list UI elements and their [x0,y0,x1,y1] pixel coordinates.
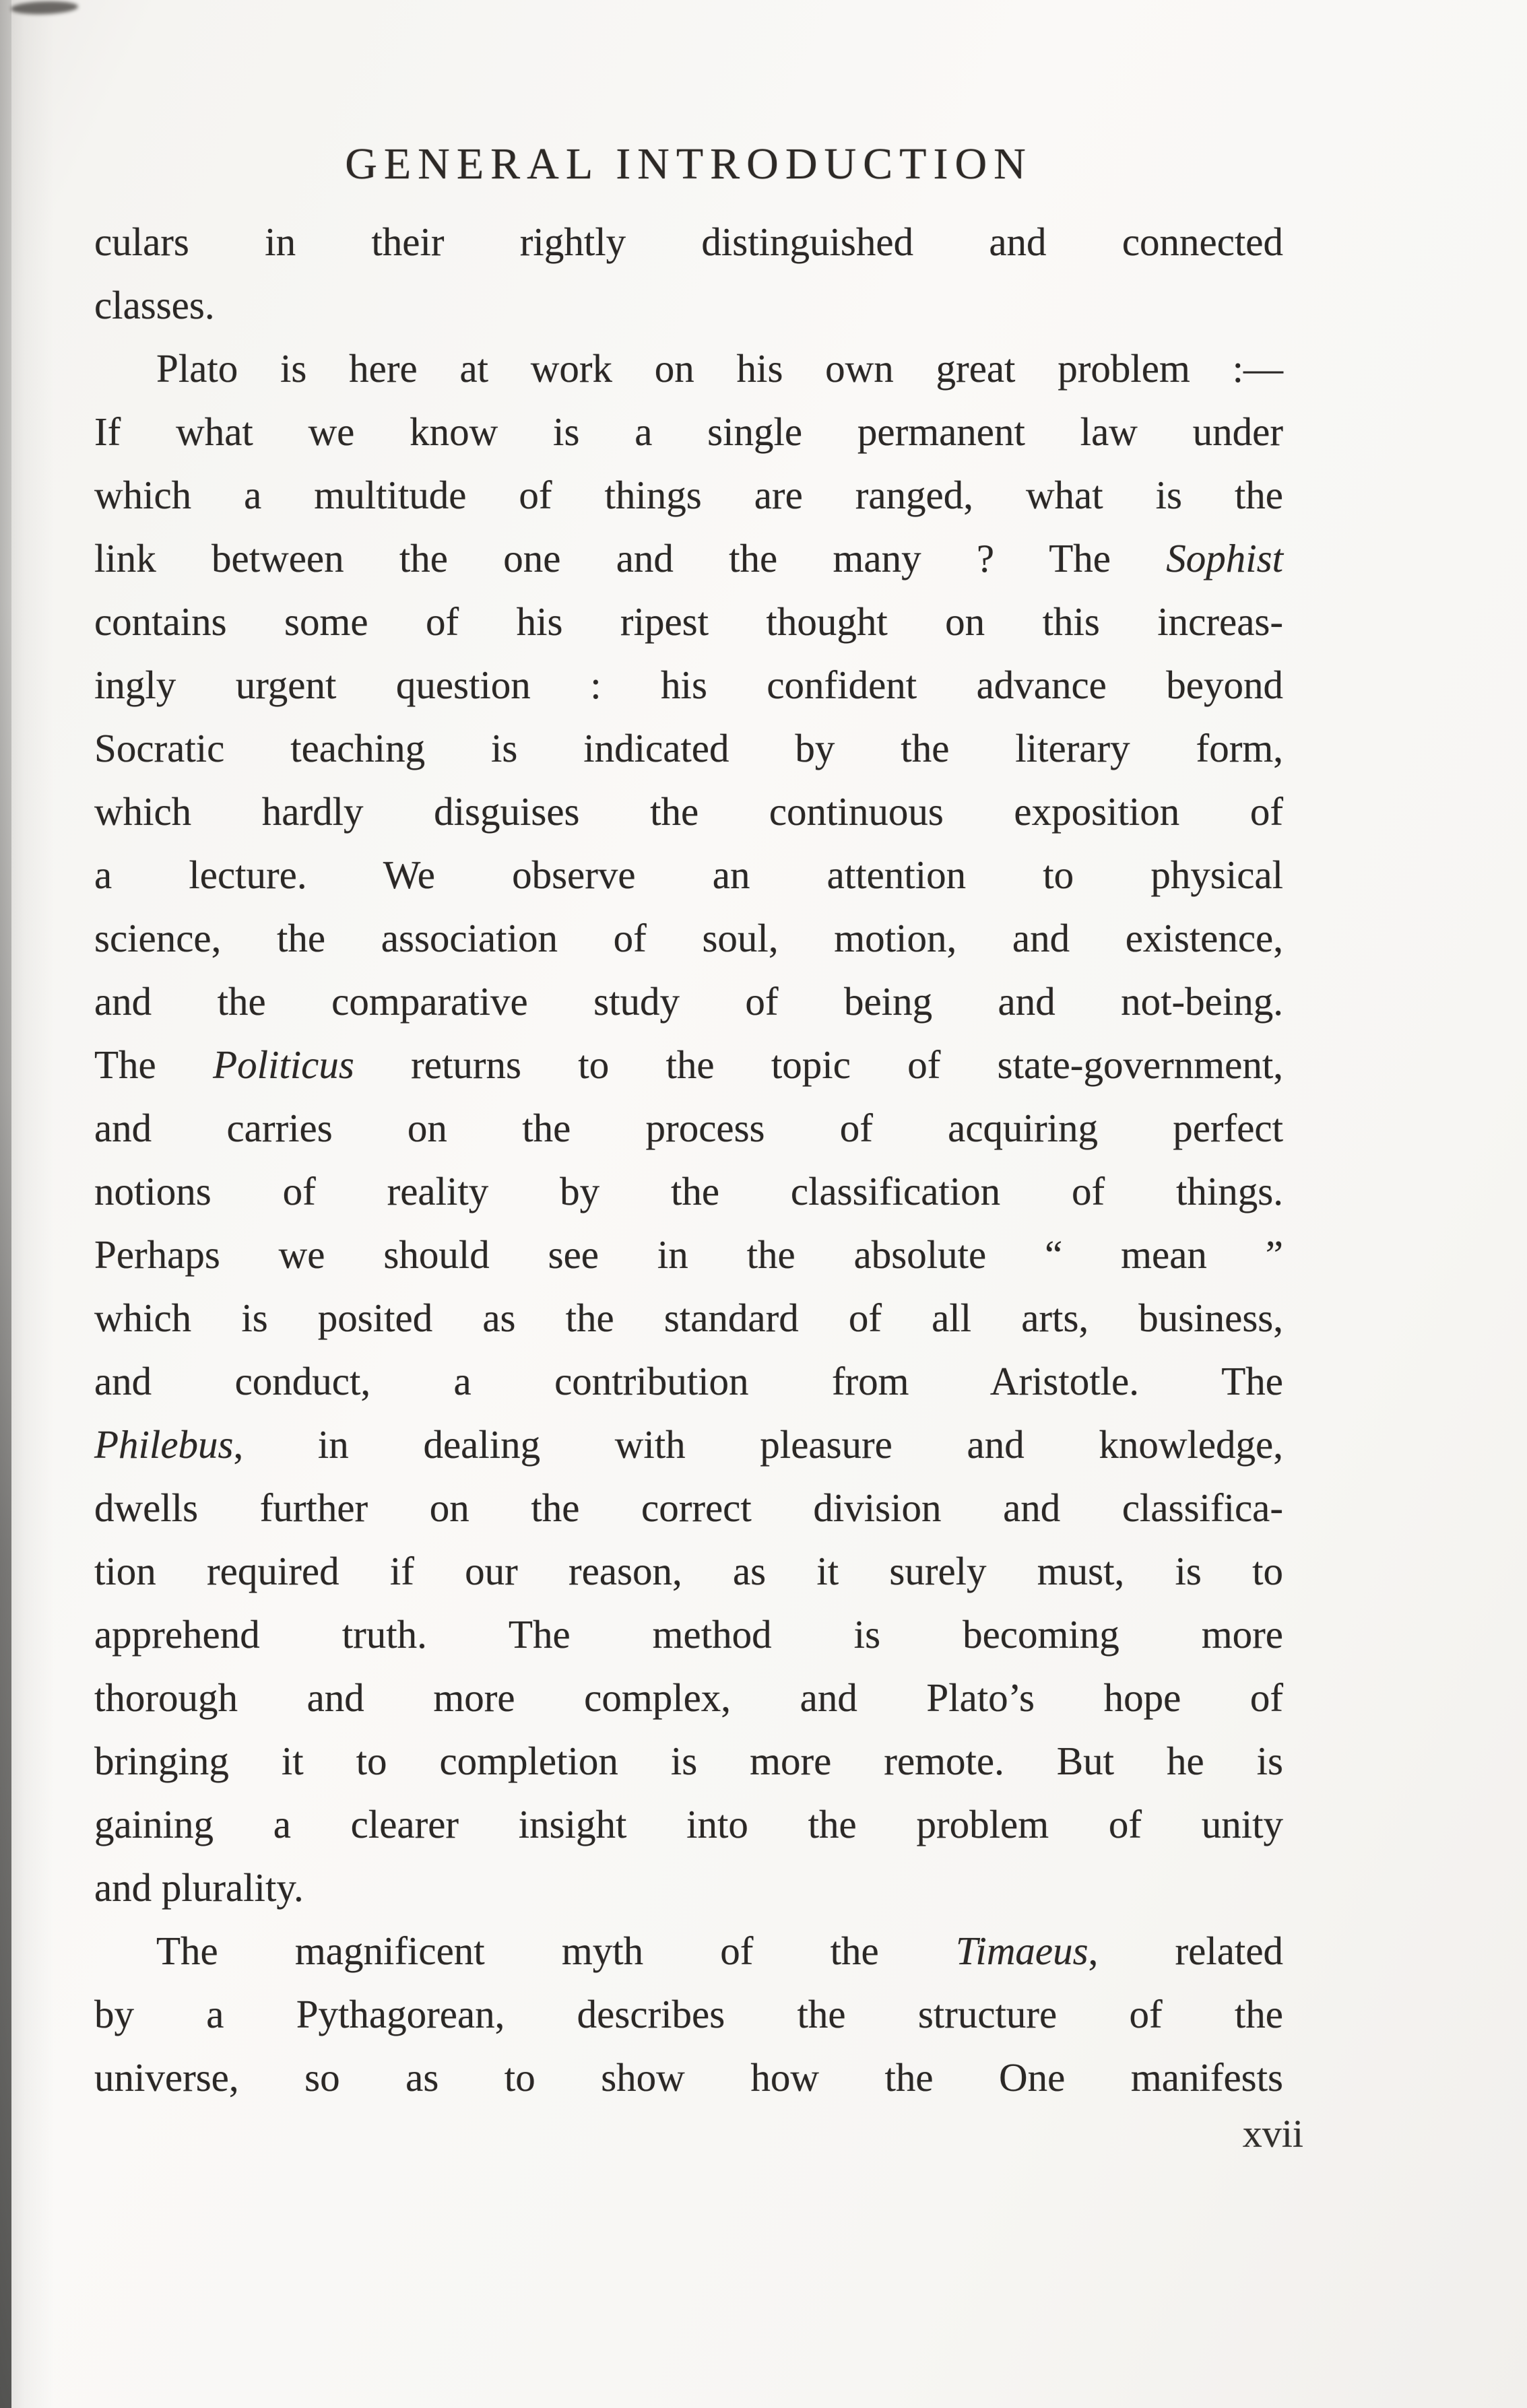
page-number: xvii [1242,2112,1303,2155]
text-segment: apprehend truth. The method is becoming more [94,1612,1283,1657]
text-line [94,1539,1283,1603]
text-line [94,653,1283,716]
text-line [94,1856,1283,1919]
text-line [94,2046,1283,2109]
page-header: GENERAL INTRODUCTION [345,139,1033,189]
text-line [94,906,1283,970]
text-line [94,1223,1283,1286]
text-segment: , related [1088,1929,1284,1973]
text-segment: The magnificent myth of the [156,1929,956,1973]
text-line [94,527,1283,590]
text-line [94,210,1283,273]
text-segment: If what we know is a single permanent law under [94,409,1283,454]
text-segment: contains some of his ripest thought on this increas- [94,599,1283,644]
text-line [94,1476,1283,1539]
text-segment: Perhaps we should see in the absolute “ mean ” [94,1232,1283,1277]
text-line [94,1413,1283,1476]
text-segment: classes. [94,283,215,327]
text-line [94,1982,1283,2046]
text-segment: link between the one and the many ? The [94,536,1167,580]
text-line [94,1603,1283,1666]
text-segment: dwells further on the correct division and classifica- [94,1485,1283,1530]
text-segment: which is posited as the standard of all arts, business, [94,1296,1283,1340]
text-line [94,1349,1283,1413]
text-segment: returns to the topic of state-government, [354,1042,1284,1087]
text-segment: a lecture. We observe an attention to physical [94,852,1283,897]
text-line [94,1793,1283,1856]
text-line [94,273,1283,337]
text-line [94,1033,1283,1096]
italic-book-title: Politicus [213,1042,354,1087]
text-line [94,400,1283,463]
binding-edge-strip [0,0,11,2408]
text-line [94,590,1283,653]
italic-book-title: Philebus [94,1422,234,1467]
text-segment: thorough and more complex, and Plato’s hope of [94,1675,1283,1720]
text-segment: and the comparative study of being and not-being. [94,979,1283,1024]
text-segment: which hardly disguises the continuous exposition of [94,789,1283,834]
text-segment: and plurality. [94,1865,304,1910]
text-segment: which a multitude of things are ranged, what is the [94,473,1283,517]
text-segment: universe, so as to show how the One manifests [94,2055,1283,2100]
text-line [94,337,1283,400]
text-segment: culars in their rightly distinguished and connected [94,220,1283,264]
italic-book-title: Timaeus [955,1929,1089,1973]
text-line [94,780,1283,843]
text-line [94,1729,1283,1793]
text-segment: and conduct, a contribution from Aristotle. The [94,1359,1283,1403]
text-segment: , in dealing with pleasure and knowledge, [233,1422,1283,1467]
text-segment: The [94,1042,214,1087]
italic-book-title: Sophist [1166,536,1283,580]
text-segment: Plato is here at work on his own great problem :— [156,346,1283,391]
text-segment: gaining a clearer insight into the problem of unity [94,1802,1283,1846]
body-text [94,210,1283,2109]
text-line [94,1096,1283,1160]
text-line [94,843,1283,906]
text-segment: science, the association of soul, motion, and existence, [94,916,1283,960]
text-segment: ingly urgent question : his confident advance beyond [94,663,1283,707]
text-segment: notions of reality by the classification of things. [94,1169,1283,1213]
text-line [94,1919,1283,1982]
text-line [94,463,1283,527]
text-line [94,1286,1283,1349]
text-segment: tion required if our reason, as it surely must, is to [94,1549,1283,1593]
text-line [94,1160,1283,1223]
text-segment: by a Pythagorean, describes the structure of the [94,1992,1283,2036]
text-segment: and carries on the process of acquiring perfect [94,1106,1283,1150]
text-segment: bringing it to completion is more remote. But he is [94,1739,1283,1783]
text-line [94,1666,1283,1729]
text-line [94,970,1283,1033]
text-segment: Socratic teaching is indicated by the literary form, [94,726,1283,770]
text-line [94,716,1283,780]
